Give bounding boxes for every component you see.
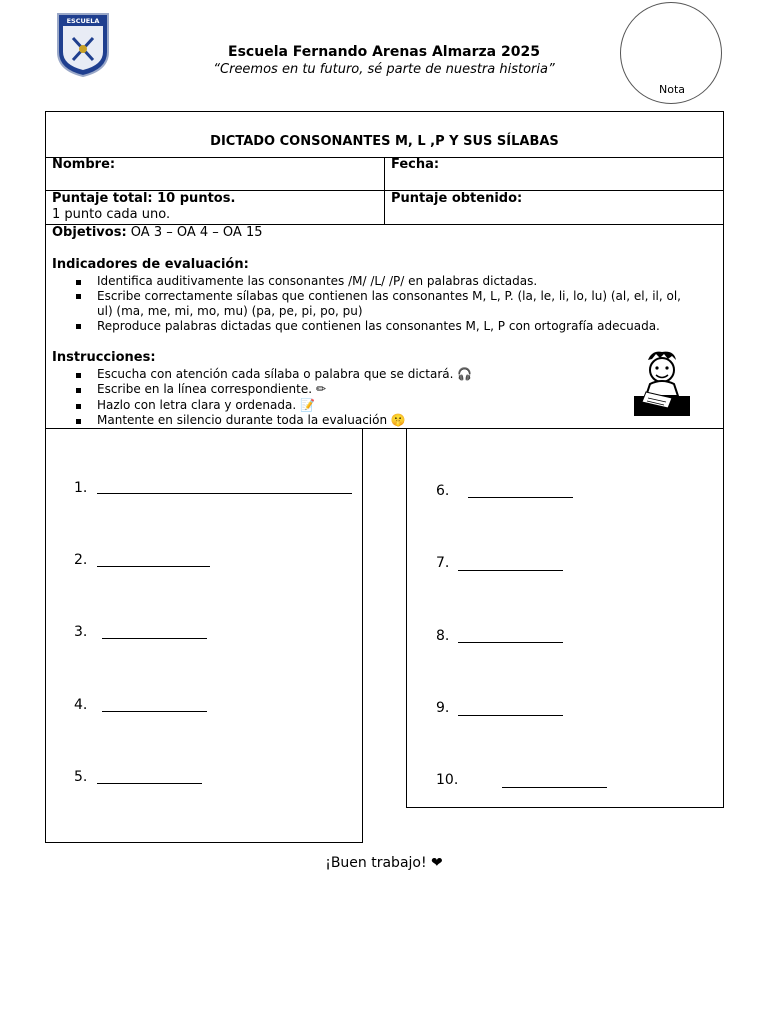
footer-message: ¡Buen trabajo! ❤ bbox=[325, 855, 443, 871]
question-number: 10. bbox=[436, 772, 459, 788]
worksheet-info-table bbox=[45, 111, 724, 429]
logo-text: ESCUELA bbox=[66, 17, 100, 25]
indicator-item: ul) (ma, me, mi, mo, mu) (pa, pe, pi, po, pu) bbox=[97, 304, 363, 318]
answer-line[interactable] bbox=[458, 642, 563, 643]
bullet bbox=[76, 388, 81, 393]
school-name: Escuela Fernando Arenas Almarza 2025 bbox=[228, 44, 540, 60]
indicator-item: Identifica auditivamente las consonantes /M/ /L/ /P/ en palabras dictadas. bbox=[97, 274, 538, 288]
bullet bbox=[76, 280, 81, 285]
instructions-title: Instrucciones: bbox=[52, 350, 156, 365]
instruction-item: Escribe en la línea correspondiente. ✏ bbox=[97, 382, 326, 396]
answers-column-right bbox=[406, 428, 724, 808]
bullet bbox=[76, 404, 81, 409]
question-number: 2. bbox=[74, 552, 88, 568]
bullet bbox=[76, 324, 81, 329]
indicators-title: Indicadores de evaluación: bbox=[52, 257, 249, 272]
question-number: 5. bbox=[74, 769, 88, 785]
bullet bbox=[76, 373, 81, 378]
objectives-value: OA 3 – OA 4 – OA 15 bbox=[130, 225, 263, 240]
answer-line[interactable] bbox=[97, 783, 202, 784]
answer-line[interactable] bbox=[102, 711, 207, 712]
answer-line[interactable] bbox=[468, 497, 573, 498]
objectives-label: Objetivos: bbox=[52, 225, 127, 240]
obtained-score-label: Puntaje obtenido: bbox=[391, 191, 523, 206]
child-writing-illustration bbox=[632, 348, 692, 418]
indicator-item: Reproduce palabras dictadas que contienen las consonantes M, L, P con ortografía adecuada. bbox=[97, 319, 660, 333]
question-number: 1. bbox=[74, 480, 88, 496]
indicator-item: Escribe correctamente sílabas que contienen las consonantes M, L, P. (la, le, li, lo, lu) (al, el, il, ol, bbox=[97, 289, 681, 303]
school-motto: “Creemos en tu futuro, sé parte de nuestra historia” bbox=[213, 62, 555, 77]
total-score-note: 1 punto cada uno. bbox=[52, 207, 171, 222]
answer-line[interactable] bbox=[97, 493, 352, 494]
question-number: 7. bbox=[436, 555, 450, 571]
answer-line[interactable] bbox=[102, 638, 207, 639]
bullet bbox=[76, 294, 81, 299]
instruction-item: Hazlo con letra clara y ordenada. 📝 bbox=[97, 398, 315, 412]
objectives-row bbox=[52, 225, 263, 240]
name-label: Nombre: bbox=[52, 157, 116, 172]
total-score-label: Puntaje total: 10 puntos. bbox=[52, 191, 236, 206]
instruction-item: Mantente en silencio durante toda la evaluación 🤫 bbox=[97, 413, 406, 427]
question-number: 4. bbox=[74, 697, 88, 713]
bullet bbox=[76, 419, 81, 424]
question-number: 9. bbox=[436, 700, 450, 716]
answer-line[interactable] bbox=[458, 570, 563, 571]
answer-line[interactable] bbox=[502, 787, 607, 788]
instruction-item: Escucha con atención cada sílaba o palabra que se dictará. 🎧 bbox=[97, 367, 473, 381]
question-number: 3. bbox=[74, 624, 88, 640]
worksheet-title: DICTADO CONSONANTES M, L ,P Y SUS SÍLABAS bbox=[210, 134, 559, 149]
question-number: 8. bbox=[436, 628, 450, 644]
answers-column-left bbox=[45, 428, 363, 843]
question-number: 6. bbox=[436, 483, 450, 499]
answer-line[interactable] bbox=[97, 566, 210, 567]
answer-line[interactable] bbox=[458, 715, 563, 716]
date-label: Fecha: bbox=[391, 157, 440, 172]
grade-label: Nota bbox=[658, 83, 685, 96]
